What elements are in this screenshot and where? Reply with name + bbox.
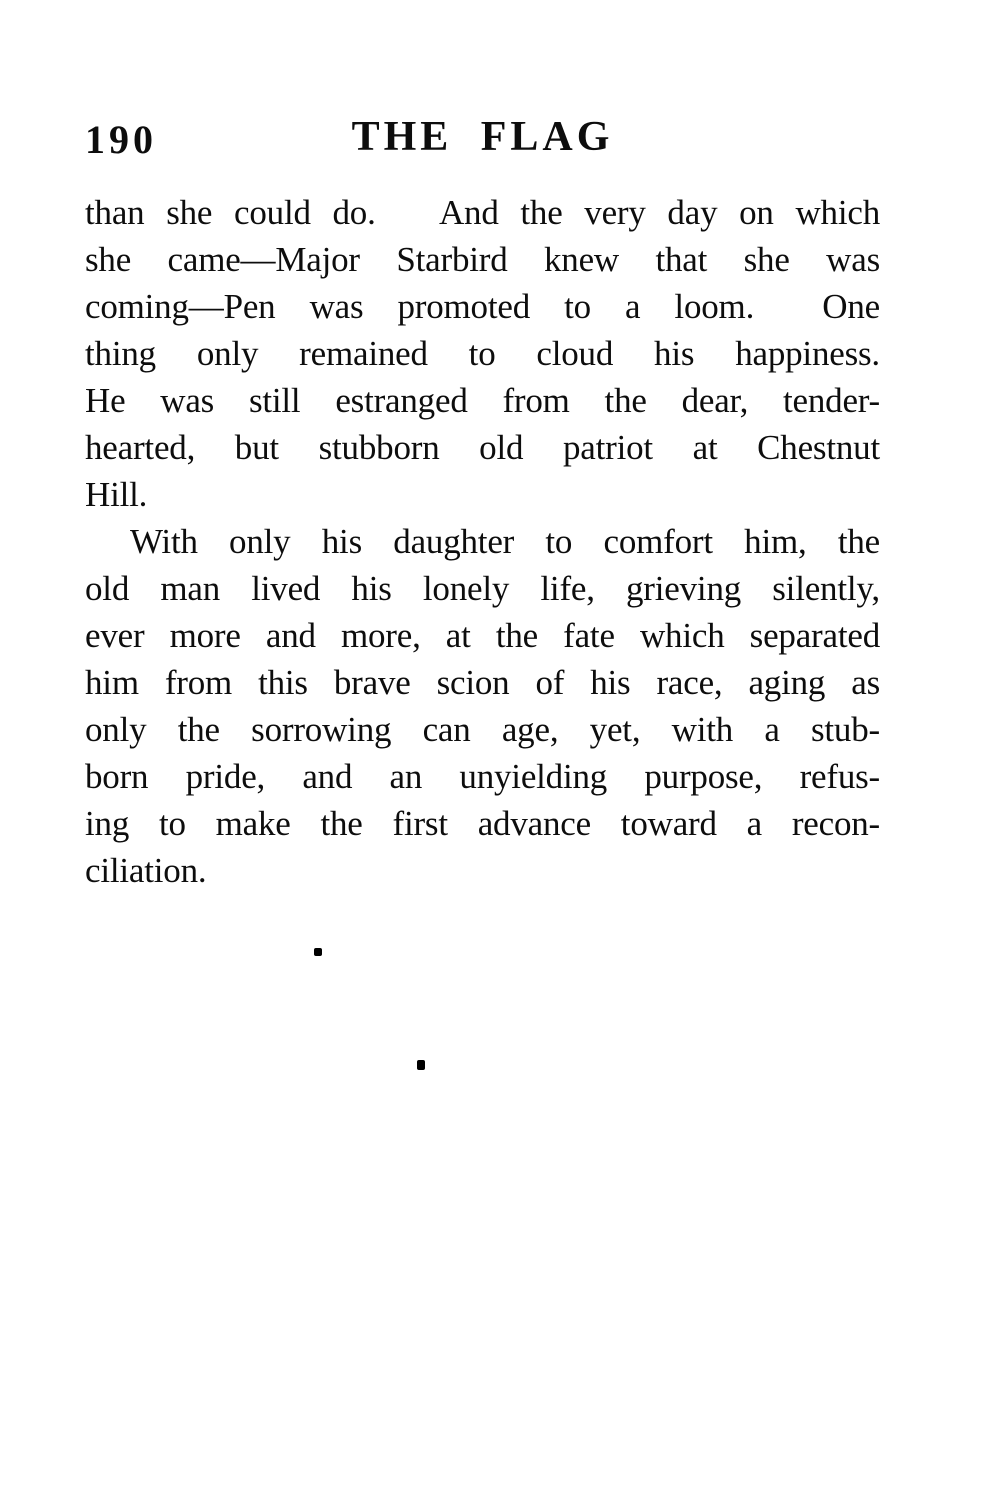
text-line: ciliation. [85, 851, 207, 890]
text-line: thing only remained to cloud his happiness. [85, 334, 880, 373]
text-line: only the sorrowing can age, yet, with a stub- [85, 710, 880, 749]
ink-speck [417, 1060, 425, 1070]
page-header [85, 114, 880, 166]
text-line: He was still estranged from the dear, tender- [85, 381, 880, 420]
text-line: old man lived his lonely life, grieving silently, [85, 569, 880, 608]
text-line: ing to make the first advance toward a recon- [85, 804, 880, 843]
text-line: With only his daughter to comfort him, the [130, 522, 880, 561]
text-line: than she could do. And the very day on which [85, 193, 880, 232]
text-line: coming—Pen was promoted to a loom. One [85, 287, 880, 326]
text-line: she came—Major Starbird knew that she was [85, 240, 880, 279]
text-line: hearted, but stubborn old patriot at Chestnut [85, 428, 880, 467]
page-body [85, 189, 880, 894]
text-line: him from this brave scion of his race, aging as [85, 663, 880, 702]
page-number: 190 [85, 117, 157, 162]
ink-speck [314, 948, 322, 956]
text-line: born pride, and an unyielding purpose, refus- [85, 757, 880, 796]
text-line: ever more and more, at the fate which separated [85, 616, 880, 655]
running-title: THE FLAG [351, 114, 614, 160]
text-line: Hill. [85, 475, 148, 514]
